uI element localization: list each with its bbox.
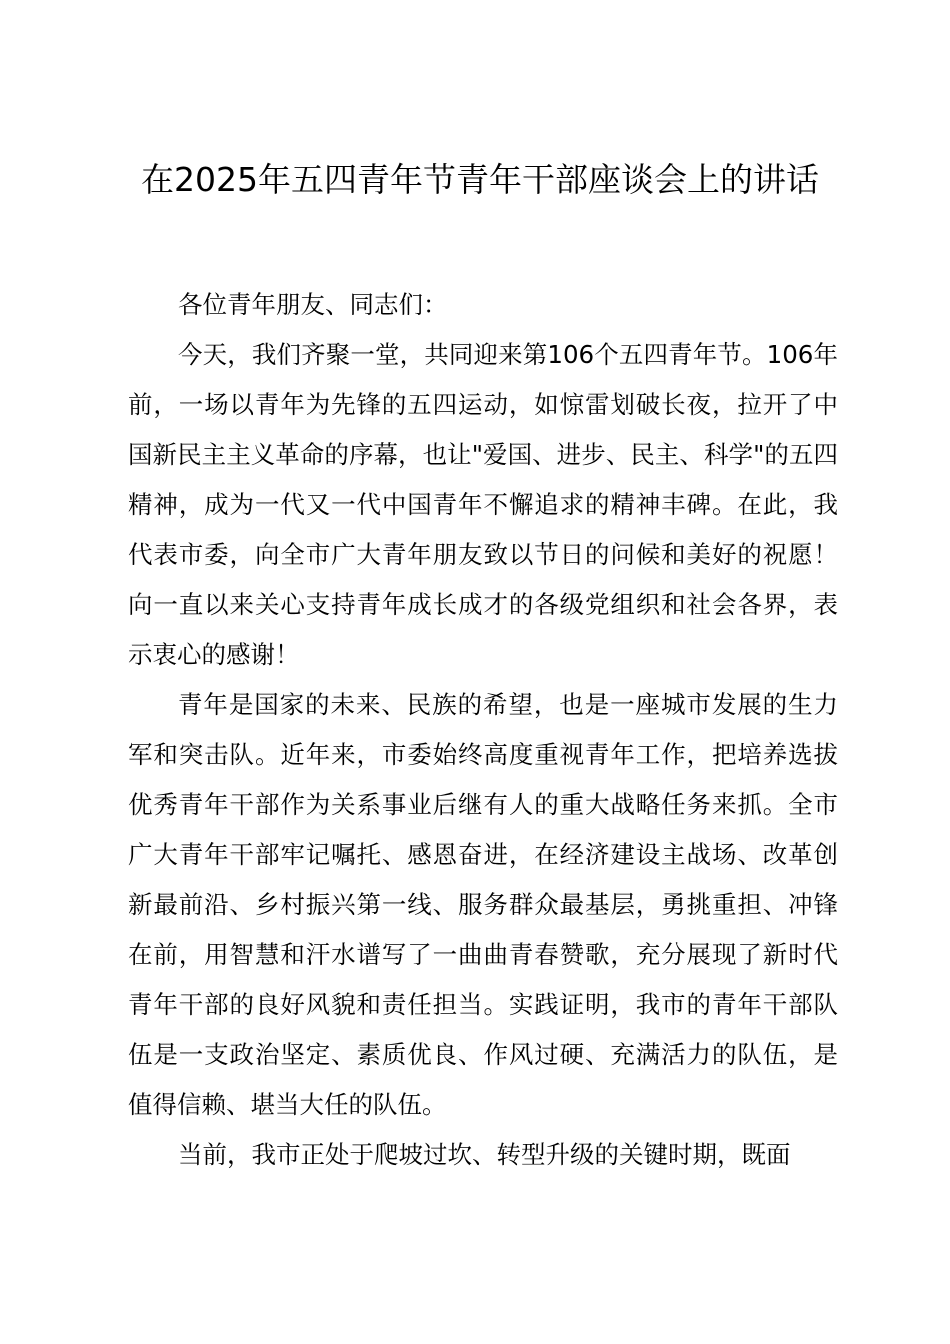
document-title: 在2025年五四青年节青年干部座谈会上的讲话 [141,160,819,199]
paragraph-2: 青年是国家的未来、民族的希望，也是一座城市发展的生力军和突击队。近年来，市委始终高度重视青年工作，把培养选拔优秀青年干部作为关系事业后继有人的重大战略任务来抓。全市广大青年干部牢记嘱托、感恩奋进，在经济建设主战场、改革创新最前沿、乡村振兴第一线、服务群众最基层，勇挑重担、冲锋在前，用智慧和汗水谱写了一曲曲青春赞歌，充分展现了新时代青年干部的良好风貌和责任担当。实践证明，我市的青年干部队伍是一支政治坚定、素质优良、作风过硬、充满活力的队伍，是值得信赖、堪当大任的队伍。 [128,690,838,1119]
paragraph-1: 今天，我们齐聚一堂，共同迎来第106个五四青年节。106年前，一场以青年为先锋的五四运动，如惊雷划破长夜，拉开了中国新民主主义革命的序幕，也让"爱国、进步、民主、科学"的五四精神，成为一代又一代中国青年不懈追求的精神丰碑。在此，我代表市委，向全市广大青年朋友致以节日的问候和美好的祝愿！向一直以来关心支持青年成长成才的各级党组织和社会各界，表示衷心的感谢！ [128,340,838,669]
document-body [128,280,838,1180]
paragraph-3: 当前，我市正处于爬坡过坎、转型升级的关键时期，既面 [178,1140,791,1169]
salutation: 各位青年朋友、同志们： [178,290,448,319]
